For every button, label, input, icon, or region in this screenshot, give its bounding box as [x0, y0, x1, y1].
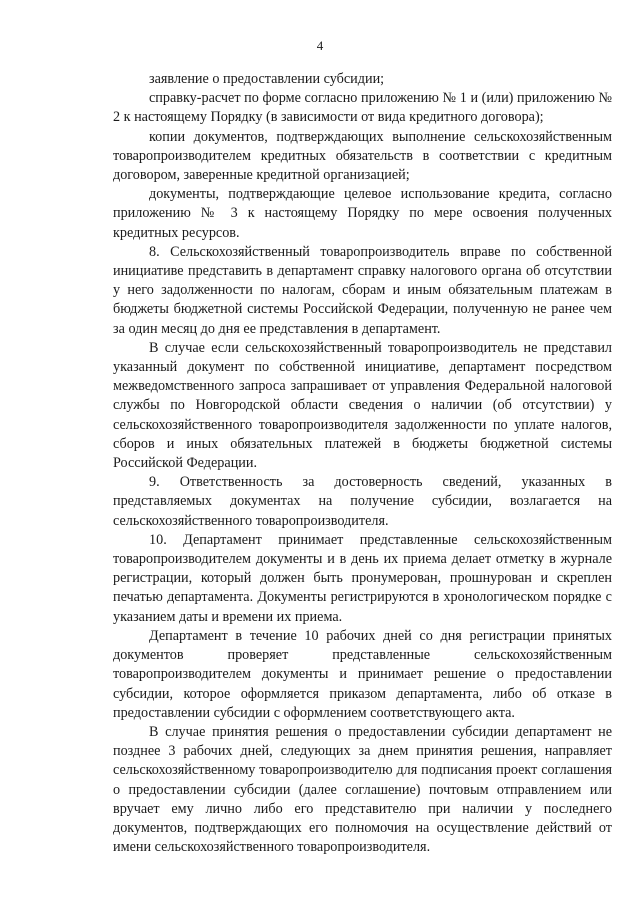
- document-body: [113, 70, 612, 857]
- paragraph-clause-8: 8. Сельскохозяйственный товаропроизводитель вправе по собственной инициативе представить в департамент справку налогового органа об отсутствии у него задолженности по налогам, сборам и иным обязательным платежам в бюджеты бюджетной системы Российской Федерации, полученную не ранее чем за один месяц до дня ее представления в департамент.: [113, 243, 612, 337]
- paragraph-target-use-documents: документы, подтверждающие целевое использование кредита, согласно приложению № 3 к настоящему Порядку по мере освоения полученных кредитных ресурсов.: [113, 186, 612, 241]
- paragraph-application: заявление о предоставлении субсидии;: [149, 71, 385, 87]
- paragraph-interagency-request: В случае если сельскохозяйственный товаропроизводитель не представил указанный документ по собственной инициативе, департамент посредством межведомственного запроса запрашивает от управления Федеральной налоговой службы по Новгородской области сведения о наличии (об отсутствии) у сельскохозяйственного товаропроизводителя задолженности по уплате налогов, сборов и иных обязательных платежей в бюджеты бюджетной системы Российской Федерации.: [113, 339, 612, 472]
- paragraph-clause-9: 9. Ответственность за достоверность сведений, указанных в представляемых документах на получение субсидии, возлагается на сельскохозяйственного товаропроизводителя.: [113, 474, 612, 529]
- paragraph-clause-10: 10. Департамент принимает представленные сельскохозяйственным товаропроизводителем документы и в день их приема делает отметку в журнале регистрации, который должен быть пронумерован, прошнурован и скреплен печатью департамента. Документы регистрируются в хронологическом порядке с указанием даты и времени их приема.: [113, 531, 612, 625]
- paragraph-agreement-delivery: В случае принятия решения о предоставлении субсидии департамент не позднее 3 рабочих дней, следующих за днем принятия решения, направляет сельскохозяйственному товаропроизводителю для подписания проект соглашения о предоставлении субсидии (далее соглашение) почтовым отправлением или вручает ему лично либо его представителю при наличии у последнего документов, подтверждающих его полномочия на осуществление действий от имени сельскохозяйственного товаропроизводителя.: [113, 723, 612, 856]
- page-number: 4: [316, 38, 324, 53]
- paragraph-review-decision: Департамент в течение 10 рабочих дней со дня регистрации принятых документов проверяет представленные сельскохозяйственным товаропроизводителем документы и принимает решение о предоставлении субсидии, которое оформляется приказом департамента, либо об отказе в предоставлении субсидии с оформлением соответствующего акта.: [113, 627, 612, 721]
- paragraph-calculation-certificate: справку-расчет по форме согласно приложению № 1 и (или) приложению № 2 к настоящему Порядку (в зависимости от вида кредитного договора);: [113, 90, 612, 126]
- paragraph-document-copies: копии документов, подтверждающих выполнение сельскохозяйственным товаропроизводителем кредитных обязательств в соответствии с кредитным договором, заверенные кредитной организацией;: [113, 128, 612, 184]
